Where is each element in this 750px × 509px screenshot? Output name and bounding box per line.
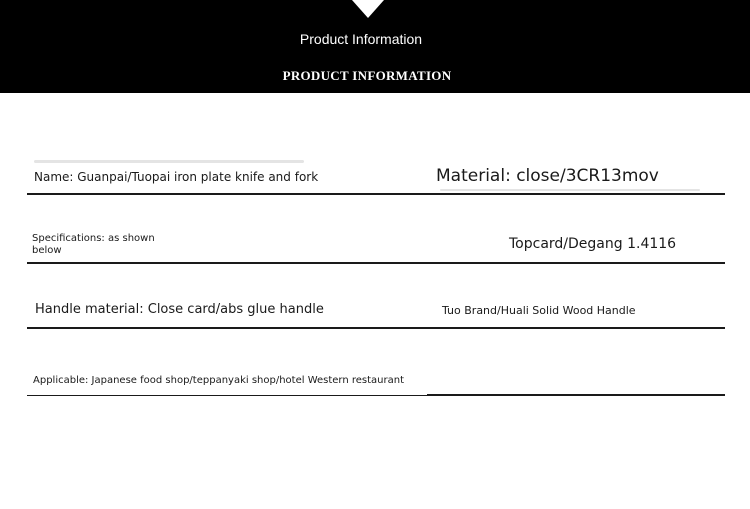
faint-smudge: [440, 189, 700, 191]
row-divider: [27, 395, 427, 396]
handle-material: Handle material: Close card/abs glue handle: [35, 302, 324, 317]
row-divider: [27, 262, 725, 264]
applicable: Applicable: Japanese food shop/teppanyaki shop/hotel Western restaurant: [33, 375, 405, 386]
header-banner: [0, 0, 750, 93]
handle-brand: Tuo Brand/Huali Solid Wood Handle: [442, 304, 636, 317]
specifications: Specifications: as shown: [32, 233, 155, 244]
row-divider: [27, 193, 725, 195]
header-notch: [352, 0, 384, 18]
row-divider: [427, 394, 725, 396]
header-subtitle: PRODUCT INFORMATION: [282, 68, 452, 83]
product-name: Name: Guanpai/Tuopai iron plate knife and fork: [34, 170, 319, 184]
material: Material: close/3CR13mov: [436, 166, 659, 186]
steel-grade: Topcard/Degang 1.4116: [509, 236, 677, 252]
specifications-cont: below: [32, 245, 62, 256]
header-title: Product Information: [299, 31, 423, 47]
faint-smudge: [34, 160, 304, 163]
row-divider: [27, 327, 725, 329]
